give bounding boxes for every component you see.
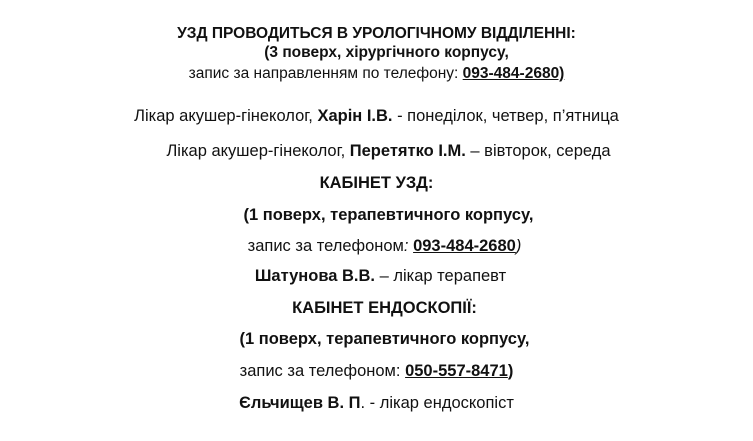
- endoscopy-booking-prefix: запис за телефоном:: [239, 362, 406, 380]
- doctor-schedule: – вівторок, середа: [465, 142, 611, 160]
- endoscopy-staff-name: Єльчищев В. П: [239, 394, 361, 412]
- ultrasound-staff-name: Шатунова В.В.: [254, 267, 376, 285]
- endoscopy-room-location: (1 поверх, терапевтичного корпусу,: [239, 330, 530, 348]
- ultrasound-booking-colon: :: [403, 237, 414, 255]
- ultrasound-staff-role: – лікар терапевт: [375, 267, 507, 285]
- ultrasound-closing: ): [515, 237, 522, 255]
- urology-booking-prefix: запис за направленням по телефону:: [188, 65, 463, 82]
- doctor-name: Харін І.В.: [317, 107, 393, 125]
- doctor-role: Лікар акушер-гінеколог,: [166, 142, 350, 160]
- ultrasound-phone: 093-484-2680: [413, 237, 516, 255]
- doctor-line-2: [12, 140, 753, 162]
- endoscopy-room-title: КАБІНЕТ ЕНДОСКОПІЇ:: [292, 299, 477, 317]
- doctor-line-1: [0, 105, 753, 127]
- doctor-name: Перетятко І.М.: [349, 142, 466, 160]
- urology-title: УЗД ПРОВОДИТЬСЯ В УРОЛОГІЧНОМУ ВІДДІЛЕННІ:: [177, 25, 576, 42]
- urology-phone: 093-484-2680): [462, 65, 565, 82]
- endoscopy-staff-line: [0, 392, 753, 414]
- endoscopy-phone: 050-557-8471: [405, 362, 508, 380]
- endoscopy-booking-line: [0, 360, 753, 382]
- endoscopy-staff-role: . - лікар ендоскопіст: [360, 394, 514, 412]
- ultrasound-staff-line: [4, 265, 753, 287]
- ultrasound-booking-prefix: запис за телефоном: [247, 237, 404, 255]
- ultrasound-room-title: КАБІНЕТ УЗД:: [319, 174, 434, 192]
- doctor-role: Лікар акушер-гінеколог,: [134, 107, 318, 125]
- endoscopy-closing: ): [507, 362, 514, 380]
- doctor-schedule: - понеділок, четвер, п’ятница: [392, 107, 619, 125]
- urology-location: (3 поверх, хірургічного корпусу,: [264, 44, 509, 61]
- ultrasound-room-location: (1 поверх, терапевтичного корпусу,: [243, 206, 534, 224]
- urology-booking-line: [0, 64, 753, 83]
- ultrasound-booking-line: [8, 235, 753, 257]
